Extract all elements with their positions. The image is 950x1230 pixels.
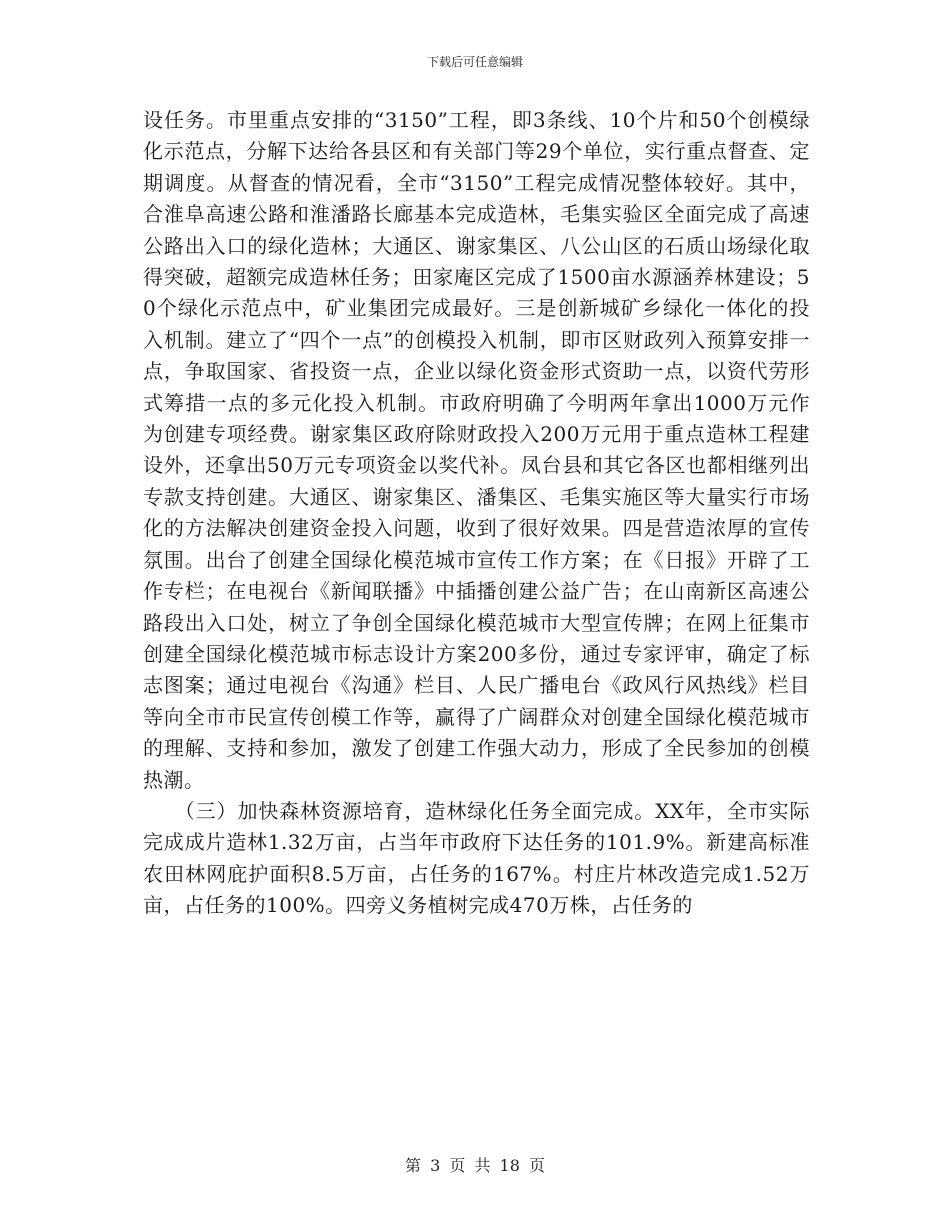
page-header-note: 下载后可任意编辑 (426, 55, 523, 69)
paragraph-2: （三）加快森林资源培育，造林绿化任务全面完成。XX年，全市实际完成成片造林1.32万亩，占当年市政府下达任务的101.9%。新建高标准农田林网庇护面积8.5万亩，占任务的167%。村庄片林改造完成1.52万亩，占任务的100%。四旁义务植树完成470万株，占任务的 (143, 798, 810, 918)
page-number: 第 3 页 共 18 页 (405, 1156, 545, 1175)
document-body (143, 105, 810, 922)
paragraph-1: 设任务。市里重点安排的“3150”工程，即3条线、10个片和50个创模绿化示范点，分解下达给各县区和有关部门等29个单位，实行重点督查、定期调度。从督查的情况看，全市“3150”工程完成情况整体较好。其中，合淮阜高速公路和淮潘路长廊基本完成造林，毛集实验区全面完成了高速公路出入口的绿化造林；大通区、谢家集区、八公山区的石质山场绿化取得突破，超额完成造林任务；田家庵区完成了1500亩水源涵养林建设；50个绿化示范点中，矿业集团完成最好。三是创新城矿乡绿化一体化的投入机制。建立了“四个一点”的创模投入机制，即市区财政列入预算安排一点，争取国家、省投资一点，企业以绿化资金形式资助一点，以资代劳形式筹措一点的多元化投入机制。市政府明确了今明两年拿出1000万元作为创建专项经费。谢家集区政府除财政投入200万元用于重点造林工程建设外，还拿出50万元专项资金以奖代补。凤台县和其它各区也都相继列出专款支持创建。大通区、谢家集区、潘集区、毛集实施区等大量实行市场化的方法解决创建资金投入问题，收到了很好效果。四是营造浓厚的宣传氛围。出台了创建全国绿化模范城市宣传工作方案；在《日报》开辟了工作专栏；在电视台《新闻联播》中插播创建公益广告；在山南新区高速公路段出入口处，树立了争创全国绿化模范城市大型宣传牌；在网上征集市创建全国绿化模范城市标志设计方案200多份，通过专家评审，确定了标志图案；通过电视台《沟通》栏目、人民广播电台《政风行风热线》栏目等向全市市民宣传创模工作等，赢得了广阔群众对创建全国绿化模范城市的理解、支持和参加，激发了创建工作强大动力，形成了全民参加的创模热潮。 (143, 108, 810, 792)
